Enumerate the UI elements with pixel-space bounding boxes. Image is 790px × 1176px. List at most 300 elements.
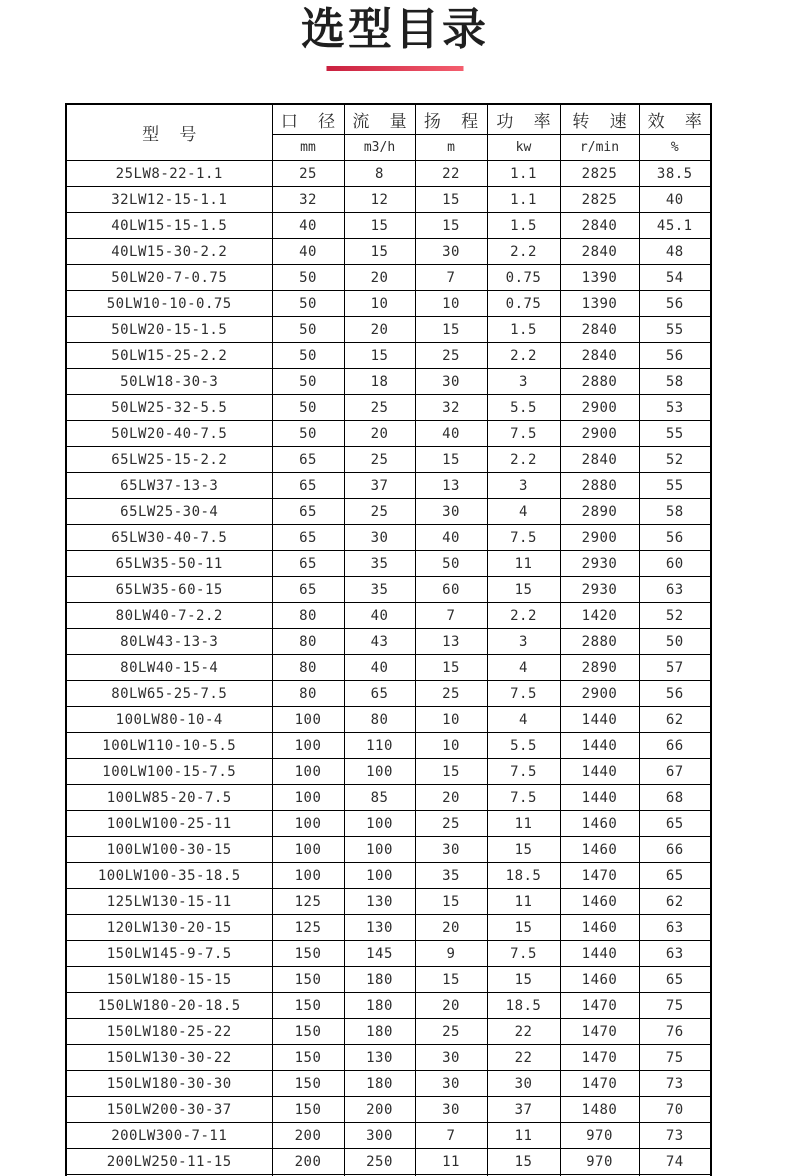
cell-speed: 1460 — [560, 889, 639, 915]
table-row — [66, 1123, 711, 1149]
cell-model: 100LW100-30-15 — [66, 837, 272, 863]
cell-model: 150LW145-9-7.5 — [66, 941, 272, 967]
cell-diameter: 150 — [272, 1045, 344, 1071]
cell-head: 35 — [415, 863, 487, 889]
cell-power: 15 — [487, 837, 560, 863]
table-row — [66, 395, 711, 421]
cell-model: 50LW20-40-7.5 — [66, 421, 272, 447]
cell-efficiency: 56 — [639, 525, 711, 551]
cell-flow: 250 — [344, 1149, 415, 1175]
cell-model: 100LW80-10-4 — [66, 707, 272, 733]
cell-diameter: 80 — [272, 629, 344, 655]
cell-diameter: 65 — [272, 447, 344, 473]
cell-diameter: 150 — [272, 967, 344, 993]
cell-flow: 40 — [344, 655, 415, 681]
table-row — [66, 1149, 711, 1175]
cell-efficiency: 63 — [639, 577, 711, 603]
cell-flow: 130 — [344, 915, 415, 941]
selection-table — [65, 103, 712, 1176]
table-row — [66, 837, 711, 863]
cell-diameter: 65 — [272, 551, 344, 577]
cell-power: 15 — [487, 915, 560, 941]
unit-head: m — [415, 135, 487, 161]
cell-power: 0.75 — [487, 265, 560, 291]
cell-flow: 180 — [344, 1019, 415, 1045]
cell-speed: 2900 — [560, 681, 639, 707]
cell-power: 11 — [487, 889, 560, 915]
cell-head: 15 — [415, 655, 487, 681]
cell-model: 80LW40-7-2.2 — [66, 603, 272, 629]
cell-model: 80LW40-15-4 — [66, 655, 272, 681]
cell-flow: 25 — [344, 499, 415, 525]
cell-head: 32 — [415, 395, 487, 421]
cell-efficiency: 65 — [639, 863, 711, 889]
cell-diameter: 125 — [272, 915, 344, 941]
cell-model: 100LW100-15-7.5 — [66, 759, 272, 785]
cell-head: 13 — [415, 629, 487, 655]
cell-diameter: 50 — [272, 343, 344, 369]
cell-flow: 10 — [344, 291, 415, 317]
cell-efficiency: 74 — [639, 1149, 711, 1175]
cell-power: 4 — [487, 655, 560, 681]
cell-diameter: 25 — [272, 161, 344, 187]
cell-flow: 180 — [344, 1071, 415, 1097]
cell-power: 3 — [487, 629, 560, 655]
table-row — [66, 759, 711, 785]
cell-diameter: 125 — [272, 889, 344, 915]
cell-speed: 2840 — [560, 317, 639, 343]
cell-power: 18.5 — [487, 863, 560, 889]
cell-model: 120LW130-20-15 — [66, 915, 272, 941]
cell-flow: 130 — [344, 1045, 415, 1071]
cell-head: 7 — [415, 1123, 487, 1149]
cell-diameter: 100 — [272, 863, 344, 889]
cell-flow: 100 — [344, 863, 415, 889]
cell-flow: 12 — [344, 187, 415, 213]
cell-speed: 1440 — [560, 733, 639, 759]
cell-diameter: 200 — [272, 1149, 344, 1175]
cell-power: 18.5 — [487, 993, 560, 1019]
cell-efficiency: 52 — [639, 603, 711, 629]
col-header-head: 扬 程 — [415, 104, 487, 135]
table-row — [66, 811, 711, 837]
cell-diameter: 150 — [272, 1071, 344, 1097]
cell-model: 150LW130-30-22 — [66, 1045, 272, 1071]
cell-efficiency: 62 — [639, 889, 711, 915]
table-row — [66, 889, 711, 915]
cell-flow: 35 — [344, 577, 415, 603]
cell-power: 5.5 — [487, 733, 560, 759]
cell-diameter: 50 — [272, 291, 344, 317]
cell-power: 3 — [487, 369, 560, 395]
cell-power: 15 — [487, 1149, 560, 1175]
cell-power: 7.5 — [487, 421, 560, 447]
cell-diameter: 100 — [272, 785, 344, 811]
cell-power: 3 — [487, 473, 560, 499]
cell-model: 50LW25-32-5.5 — [66, 395, 272, 421]
cell-flow: 43 — [344, 629, 415, 655]
cell-speed: 2900 — [560, 525, 639, 551]
cell-flow: 65 — [344, 681, 415, 707]
title-accent-bar — [327, 66, 464, 71]
cell-diameter: 40 — [272, 239, 344, 265]
cell-power: 1.1 — [487, 187, 560, 213]
cell-efficiency: 63 — [639, 941, 711, 967]
cell-model: 150LW200-30-37 — [66, 1097, 272, 1123]
cell-speed: 2825 — [560, 161, 639, 187]
header-label-row — [66, 104, 711, 135]
cell-efficiency: 63 — [639, 915, 711, 941]
cell-flow: 35 — [344, 551, 415, 577]
cell-efficiency: 65 — [639, 967, 711, 993]
cell-head: 30 — [415, 837, 487, 863]
cell-speed: 970 — [560, 1149, 639, 1175]
cell-diameter: 32 — [272, 187, 344, 213]
cell-power: 15 — [487, 577, 560, 603]
cell-diameter: 150 — [272, 1019, 344, 1045]
cell-head: 10 — [415, 291, 487, 317]
col-header-speed: 转 速 — [560, 104, 639, 135]
cell-speed: 1440 — [560, 759, 639, 785]
cell-efficiency: 55 — [639, 473, 711, 499]
cell-speed: 1440 — [560, 785, 639, 811]
cell-model: 65LW37-13-3 — [66, 473, 272, 499]
cell-speed: 2930 — [560, 551, 639, 577]
cell-flow: 145 — [344, 941, 415, 967]
cell-power: 0.75 — [487, 291, 560, 317]
cell-head: 10 — [415, 733, 487, 759]
cell-flow: 85 — [344, 785, 415, 811]
cell-head: 20 — [415, 993, 487, 1019]
table-row — [66, 1097, 711, 1123]
table-body — [66, 161, 711, 1176]
cell-efficiency: 48 — [639, 239, 711, 265]
cell-head: 30 — [415, 1071, 487, 1097]
cell-efficiency: 66 — [639, 733, 711, 759]
cell-efficiency: 60 — [639, 551, 711, 577]
cell-efficiency: 67 — [639, 759, 711, 785]
col-header-power: 功 率 — [487, 104, 560, 135]
table-row — [66, 369, 711, 395]
cell-head: 25 — [415, 343, 487, 369]
cell-diameter: 50 — [272, 369, 344, 395]
cell-diameter: 50 — [272, 395, 344, 421]
cell-head: 30 — [415, 1097, 487, 1123]
cell-head: 15 — [415, 317, 487, 343]
cell-speed: 2880 — [560, 369, 639, 395]
cell-model: 65LW35-60-15 — [66, 577, 272, 603]
cell-speed: 2880 — [560, 629, 639, 655]
cell-model: 80LW43-13-3 — [66, 629, 272, 655]
table-row — [66, 577, 711, 603]
cell-speed: 2840 — [560, 447, 639, 473]
cell-speed: 1470 — [560, 1071, 639, 1097]
table-row — [66, 863, 711, 889]
cell-diameter: 100 — [272, 759, 344, 785]
cell-speed: 2825 — [560, 187, 639, 213]
cell-diameter: 40 — [272, 213, 344, 239]
cell-head: 25 — [415, 811, 487, 837]
cell-efficiency: 75 — [639, 993, 711, 1019]
cell-speed: 2840 — [560, 239, 639, 265]
table-row — [66, 1045, 711, 1071]
cell-diameter: 65 — [272, 525, 344, 551]
cell-power: 1.5 — [487, 317, 560, 343]
table-row — [66, 161, 711, 187]
cell-flow: 200 — [344, 1097, 415, 1123]
cell-flow: 25 — [344, 447, 415, 473]
cell-flow: 100 — [344, 759, 415, 785]
cell-model: 65LW25-15-2.2 — [66, 447, 272, 473]
cell-efficiency: 65 — [639, 811, 711, 837]
cell-efficiency: 56 — [639, 681, 711, 707]
cell-head: 50 — [415, 551, 487, 577]
cell-head: 40 — [415, 421, 487, 447]
cell-model: 100LW85-20-7.5 — [66, 785, 272, 811]
cell-power: 2.2 — [487, 343, 560, 369]
cell-power: 7.5 — [487, 941, 560, 967]
table-row — [66, 239, 711, 265]
cell-model: 50LW15-25-2.2 — [66, 343, 272, 369]
cell-model: 65LW30-40-7.5 — [66, 525, 272, 551]
table-row — [66, 785, 711, 811]
cell-model: 100LW110-10-5.5 — [66, 733, 272, 759]
cell-head: 9 — [415, 941, 487, 967]
cell-model: 125LW130-15-11 — [66, 889, 272, 915]
cell-power: 7.5 — [487, 681, 560, 707]
table-row — [66, 265, 711, 291]
cell-diameter: 80 — [272, 655, 344, 681]
col-header-flow: 流 量 — [344, 104, 415, 135]
cell-flow: 80 — [344, 707, 415, 733]
cell-model: 65LW25-30-4 — [66, 499, 272, 525]
cell-speed: 2840 — [560, 343, 639, 369]
cell-flow: 180 — [344, 967, 415, 993]
cell-efficiency: 52 — [639, 447, 711, 473]
cell-speed: 1440 — [560, 707, 639, 733]
cell-head: 22 — [415, 161, 487, 187]
cell-efficiency: 58 — [639, 369, 711, 395]
cell-speed: 1440 — [560, 941, 639, 967]
page-title: 选型目录 — [301, 4, 489, 55]
col-header-diameter: 口 径 — [272, 104, 344, 135]
cell-model: 50LW20-15-1.5 — [66, 317, 272, 343]
cell-power: 7.5 — [487, 759, 560, 785]
cell-flow: 30 — [344, 525, 415, 551]
col-header-efficiency: 效 率 — [639, 104, 711, 135]
table-row — [66, 1019, 711, 1045]
cell-efficiency: 76 — [639, 1019, 711, 1045]
cell-power: 7.5 — [487, 785, 560, 811]
cell-model: 150LW180-30-30 — [66, 1071, 272, 1097]
table-row — [66, 1071, 711, 1097]
cell-efficiency: 57 — [639, 655, 711, 681]
cell-efficiency: 45.1 — [639, 213, 711, 239]
cell-flow: 37 — [344, 473, 415, 499]
cell-flow: 25 — [344, 395, 415, 421]
table-row — [66, 447, 711, 473]
cell-head: 15 — [415, 213, 487, 239]
table-row — [66, 603, 711, 629]
table-row — [66, 993, 711, 1019]
cell-speed: 1390 — [560, 291, 639, 317]
cell-head: 30 — [415, 1045, 487, 1071]
cell-speed: 1480 — [560, 1097, 639, 1123]
cell-diameter: 150 — [272, 941, 344, 967]
cell-head: 20 — [415, 915, 487, 941]
cell-power: 2.2 — [487, 239, 560, 265]
cell-speed: 1460 — [560, 967, 639, 993]
cell-model: 40LW15-15-1.5 — [66, 213, 272, 239]
cell-head: 15 — [415, 447, 487, 473]
cell-head: 25 — [415, 1019, 487, 1045]
cell-model: 200LW300-7-11 — [66, 1123, 272, 1149]
cell-efficiency: 62 — [639, 707, 711, 733]
table-row — [66, 187, 711, 213]
table-row — [66, 629, 711, 655]
cell-diameter: 65 — [272, 499, 344, 525]
cell-power: 22 — [487, 1019, 560, 1045]
cell-power: 2.2 — [487, 603, 560, 629]
unit-flow: m3/h — [344, 135, 415, 161]
cell-speed: 2900 — [560, 421, 639, 447]
table-row — [66, 421, 711, 447]
cell-head: 15 — [415, 967, 487, 993]
cell-power: 4 — [487, 707, 560, 733]
cell-speed: 2890 — [560, 655, 639, 681]
cell-diameter: 65 — [272, 473, 344, 499]
cell-head: 30 — [415, 499, 487, 525]
cell-model: 50LW20-7-0.75 — [66, 265, 272, 291]
cell-speed: 2890 — [560, 499, 639, 525]
cell-flow: 40 — [344, 603, 415, 629]
cell-efficiency: 58 — [639, 499, 711, 525]
cell-model: 100LW100-25-11 — [66, 811, 272, 837]
cell-efficiency: 54 — [639, 265, 711, 291]
cell-head: 20 — [415, 785, 487, 811]
cell-speed: 1470 — [560, 993, 639, 1019]
cell-efficiency: 55 — [639, 421, 711, 447]
cell-efficiency: 73 — [639, 1123, 711, 1149]
cell-speed: 1460 — [560, 915, 639, 941]
cell-power: 11 — [487, 551, 560, 577]
cell-speed: 2880 — [560, 473, 639, 499]
cell-efficiency: 56 — [639, 343, 711, 369]
cell-speed: 1470 — [560, 1045, 639, 1071]
cell-efficiency: 50 — [639, 629, 711, 655]
cell-flow: 20 — [344, 421, 415, 447]
cell-efficiency: 38.5 — [639, 161, 711, 187]
cell-diameter: 80 — [272, 681, 344, 707]
cell-power: 22 — [487, 1045, 560, 1071]
cell-model: 50LW10-10-0.75 — [66, 291, 272, 317]
cell-diameter: 150 — [272, 1097, 344, 1123]
cell-diameter: 200 — [272, 1123, 344, 1149]
cell-power: 1.5 — [487, 213, 560, 239]
cell-model: 65LW35-50-11 — [66, 551, 272, 577]
cell-speed: 2930 — [560, 577, 639, 603]
cell-power: 15 — [487, 967, 560, 993]
table-row — [66, 681, 711, 707]
table-row — [66, 551, 711, 577]
cell-efficiency: 68 — [639, 785, 711, 811]
cell-speed: 1470 — [560, 1019, 639, 1045]
cell-diameter: 100 — [272, 837, 344, 863]
cell-head: 15 — [415, 889, 487, 915]
table-row — [66, 915, 711, 941]
cell-efficiency: 40 — [639, 187, 711, 213]
cell-model: 200LW250-11-15 — [66, 1149, 272, 1175]
cell-flow: 300 — [344, 1123, 415, 1149]
cell-power: 11 — [487, 811, 560, 837]
cell-speed: 1460 — [560, 837, 639, 863]
cell-speed: 2840 — [560, 213, 639, 239]
cell-flow: 100 — [344, 811, 415, 837]
cell-head: 7 — [415, 265, 487, 291]
cell-efficiency: 70 — [639, 1097, 711, 1123]
cell-flow: 130 — [344, 889, 415, 915]
cell-flow: 110 — [344, 733, 415, 759]
cell-head: 15 — [415, 187, 487, 213]
cell-model: 80LW65-25-7.5 — [66, 681, 272, 707]
unit-diameter: mm — [272, 135, 344, 161]
table-row — [66, 343, 711, 369]
unit-speed: r/min — [560, 135, 639, 161]
cell-head: 30 — [415, 239, 487, 265]
cell-diameter: 100 — [272, 811, 344, 837]
table-row — [66, 291, 711, 317]
cell-power: 5.5 — [487, 395, 560, 421]
cell-flow: 15 — [344, 343, 415, 369]
cell-diameter: 50 — [272, 317, 344, 343]
table-row — [66, 967, 711, 993]
cell-power: 30 — [487, 1071, 560, 1097]
cell-model: 50LW18-30-3 — [66, 369, 272, 395]
cell-model: 40LW15-30-2.2 — [66, 239, 272, 265]
cell-head: 13 — [415, 473, 487, 499]
unit-efficiency: % — [639, 135, 711, 161]
cell-diameter: 50 — [272, 265, 344, 291]
cell-speed: 2900 — [560, 395, 639, 421]
cell-power: 7.5 — [487, 525, 560, 551]
cell-head: 60 — [415, 577, 487, 603]
cell-efficiency: 66 — [639, 837, 711, 863]
cell-power: 11 — [487, 1123, 560, 1149]
table-row — [66, 941, 711, 967]
cell-efficiency: 53 — [639, 395, 711, 421]
cell-flow: 15 — [344, 213, 415, 239]
table-header — [66, 104, 711, 161]
table-row — [66, 473, 711, 499]
cell-flow: 20 — [344, 265, 415, 291]
cell-power: 4 — [487, 499, 560, 525]
cell-efficiency: 75 — [639, 1045, 711, 1071]
cell-diameter: 100 — [272, 707, 344, 733]
cell-model: 25LW8-22-1.1 — [66, 161, 272, 187]
table-row — [66, 655, 711, 681]
table-row — [66, 733, 711, 759]
unit-power: kw — [487, 135, 560, 161]
cell-flow: 180 — [344, 993, 415, 1019]
cell-flow: 15 — [344, 239, 415, 265]
cell-speed: 1420 — [560, 603, 639, 629]
cell-head: 11 — [415, 1149, 487, 1175]
cell-head: 25 — [415, 681, 487, 707]
cell-flow: 18 — [344, 369, 415, 395]
cell-power: 1.1 — [487, 161, 560, 187]
cell-diameter: 65 — [272, 577, 344, 603]
cell-diameter: 100 — [272, 733, 344, 759]
